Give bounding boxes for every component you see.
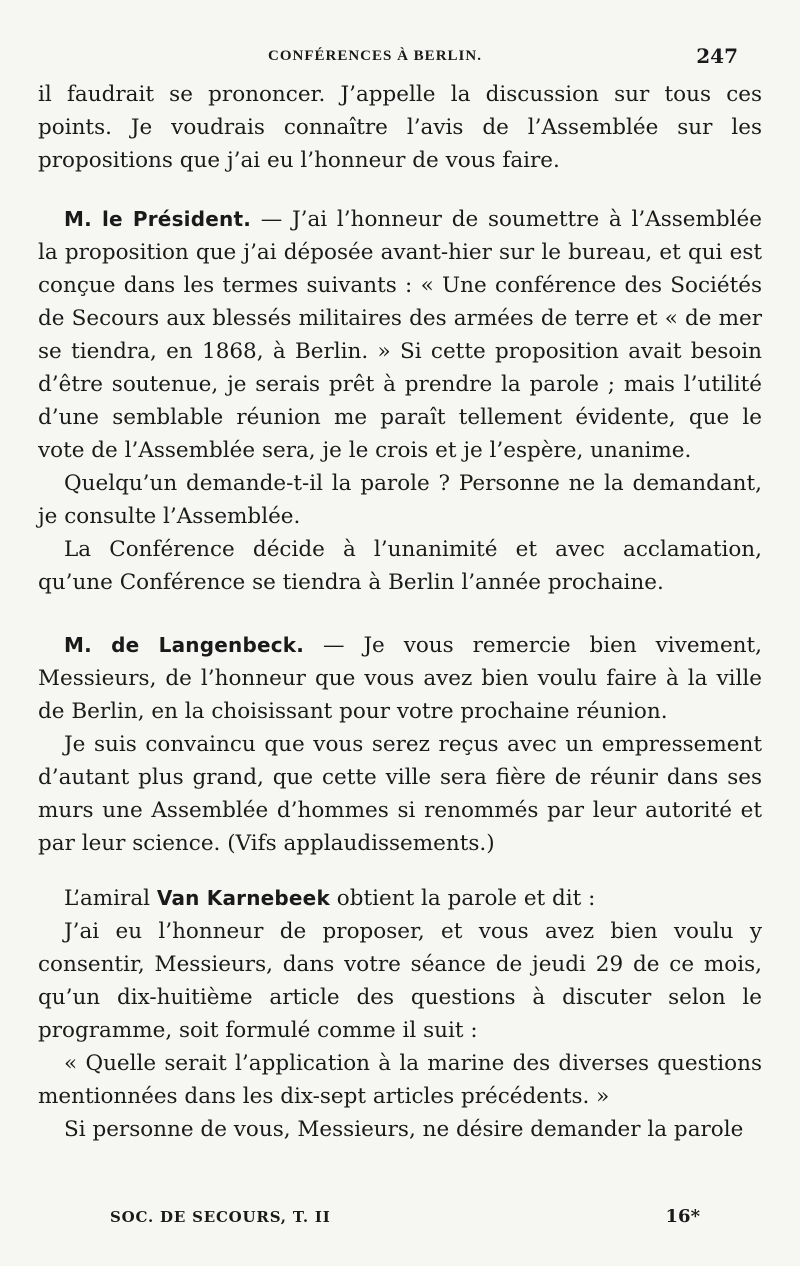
- paragraph-president: M. le Président. — J’ai l’honneur de soumettre à l’Assemblée la proposition que j’ai déposée avant-hier sur le bureau, et qui est conçue dans les termes suivants : « Une conférence des Sociétés de Secours aux blessés militaires des armées de terre et « de mer se tiendra, en 1868, à Berlin. » Si cette proposition avait besoin d’être soutenue, je serais prêt à prendre la parole ; mais l’utilité d’une semblable réunion me paraît tellement évidente, que le vote de l’Assemblée sera, je le crois et je l’espère, unanime.: [38, 207, 762, 463]
- paragraph-continuation: il faudrait se prononcer. J’appelle la discussion sur tous ces points. Je voudrais connaître l’avis de l’Assemblée sur les propositions que j’ai eu l’honneur de vous faire.: [38, 82, 762, 173]
- paragraph-proposal: J’ai eu l’honneur de proposer, et vous avez bien voulu y consentir, Messieurs, dans votre séance de jeudi 29 de ce mois, qu’un dix-huitième article des questions à discuter selon le programme, soit formulé comme il suit :: [38, 919, 762, 1043]
- signature-mark: 16*: [665, 1206, 700, 1227]
- paragraph-quote: « Quelle serait l’application à la marine des diverses questions mentionnées dans les dix-sept articles précédents. »: [38, 1051, 762, 1109]
- paragraph-question: Quelqu’un demande-t-il la parole ? Personne ne la demandant, je consulte l’Assemblée.: [38, 471, 762, 529]
- running-title: CONFÉRENCES À BERLIN.: [268, 48, 482, 64]
- speaker-name: Van Karnebeek: [156, 886, 330, 910]
- paragraph-langenbeck: M. de Langenbeck. — Je vous remercie bien vivement, Messieurs, de l’honneur que vous avez bien voulu faire à la ville de Berlin, en la choisissant pour votre prochaine réunion.: [38, 633, 762, 724]
- paragraph-closing: Si personne de vous, Messieurs, ne désire demander la parole: [64, 1117, 744, 1142]
- running-head: [40, 46, 738, 70]
- paragraph-conviction: Je suis convaincu que vous serez reçus avec un empressement d’autant plus grand, que cette ville sera fière de réunir dans ses murs une Assemblée d’hommes si renommés par leur autorité et par leur science. (Vifs applaudissements.): [38, 732, 762, 856]
- paragraph-decision: La Conférence décide à l’unanimité et avec acclamation, qu’une Conférence se tiendra à Berlin l’année prochaine.: [38, 537, 762, 595]
- page-number: 247: [696, 44, 738, 68]
- paragraph-admiral: L’amiral Van Karnebeek obtient la parole et dit :: [64, 886, 596, 911]
- page-body: [38, 78, 762, 1146]
- signature-line: SOC. DE SECOURS, T. II: [110, 1208, 331, 1226]
- speaker-name: M. le Président.: [64, 207, 252, 231]
- speaker-name: M. de Langenbeck.: [64, 633, 305, 657]
- page-footer: [110, 1206, 700, 1232]
